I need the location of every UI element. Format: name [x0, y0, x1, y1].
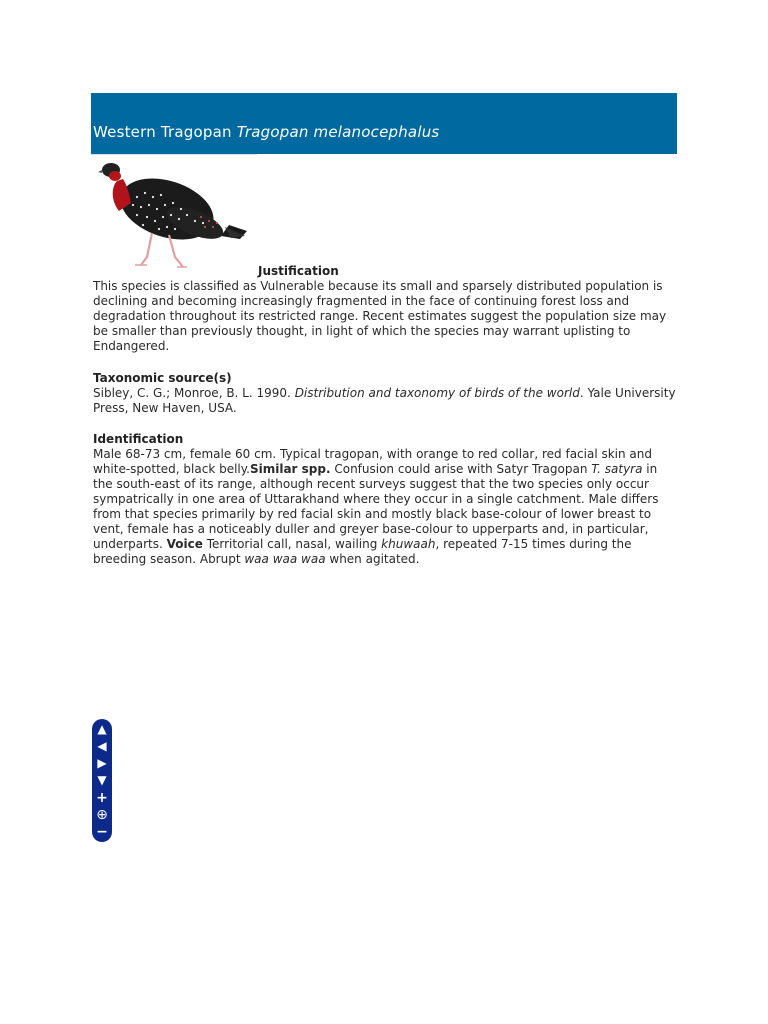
zoom-in-icon[interactable]: +	[96, 790, 108, 806]
identification-text-2: Confusion could arise with Satyr Tragopan	[330, 462, 592, 476]
pan-left-icon[interactable]: ◀	[97, 739, 107, 753]
taxonomic-publisher: . Yale University Press, New Haven, USA.	[93, 386, 676, 415]
map-navigation-control	[92, 719, 112, 842]
justification-text: This species is classified as Vulnerable because its small and sparsely distributed population is declining and becoming increasingly fragmented in the face of continuing forest loss and degradation throughout its restricted range. Recent estimates suggest the population size may be smaller than previously thought, in light of which the species may warrant uplisting to Endangered.	[93, 279, 667, 353]
call-khuwaah: khuwaah	[381, 537, 436, 551]
identification-text-1: Male 68-73 cm, female 60 cm. Typical tragopan, with orange to red collar, red facial skin and white-spotted, black belly.	[93, 447, 653, 476]
identification-heading: Identification	[93, 432, 184, 446]
identification-text-4: Territorial call, nasal, wailing	[202, 537, 382, 551]
bird-illustration	[97, 157, 249, 272]
species-text	[93, 264, 677, 567]
taxonomic-heading: Taxonomic source(s)	[93, 371, 232, 385]
justification-heading: Justification	[258, 264, 339, 278]
common-name: Western Tragopan	[93, 123, 232, 141]
identification-text-6: when agitated.	[325, 552, 420, 566]
satyra-name: T. satyra	[591, 462, 643, 476]
scientific-name: Tragopan melanocephalus	[236, 123, 440, 141]
globe-icon[interactable]: ⊕	[96, 807, 108, 823]
pan-right-icon[interactable]: ▶	[97, 756, 107, 770]
pan-down-icon[interactable]: ▼	[97, 773, 107, 787]
species-title	[93, 123, 439, 141]
voice-label: Voice	[166, 537, 203, 551]
identification-text-3: in the south-east of its range, although recent surveys suggest that the two species only occur sympatrically in one area of Uttarakhand where they occur in a single catchment. Male differs from that species primarily by red facial skin and mostly black base-colour of lower breast to vent, female has a noticeably duller and greyer base-colour to upperparts and, in particular, underparts.	[93, 462, 659, 551]
taxonomic-authors: Sibley, C. G.; Monroe, B. L. 1990.	[93, 386, 291, 400]
call-waa: waa waa waa	[244, 552, 326, 566]
zoom-out-icon[interactable]: −	[96, 824, 108, 840]
title-banner	[91, 93, 677, 154]
taxonomic-text	[93, 386, 677, 416]
identification-text	[93, 447, 677, 567]
similar-spp-label: Similar spp.	[249, 462, 331, 476]
taxonomic-book-title: Distribution and taxonomy of birds of the world	[294, 386, 580, 400]
pan-up-icon[interactable]: ▲	[97, 722, 107, 736]
identification-text-5: , repeated 7-15 times during the breeding season. Abrupt	[93, 537, 632, 566]
title-underline	[91, 154, 257, 155]
